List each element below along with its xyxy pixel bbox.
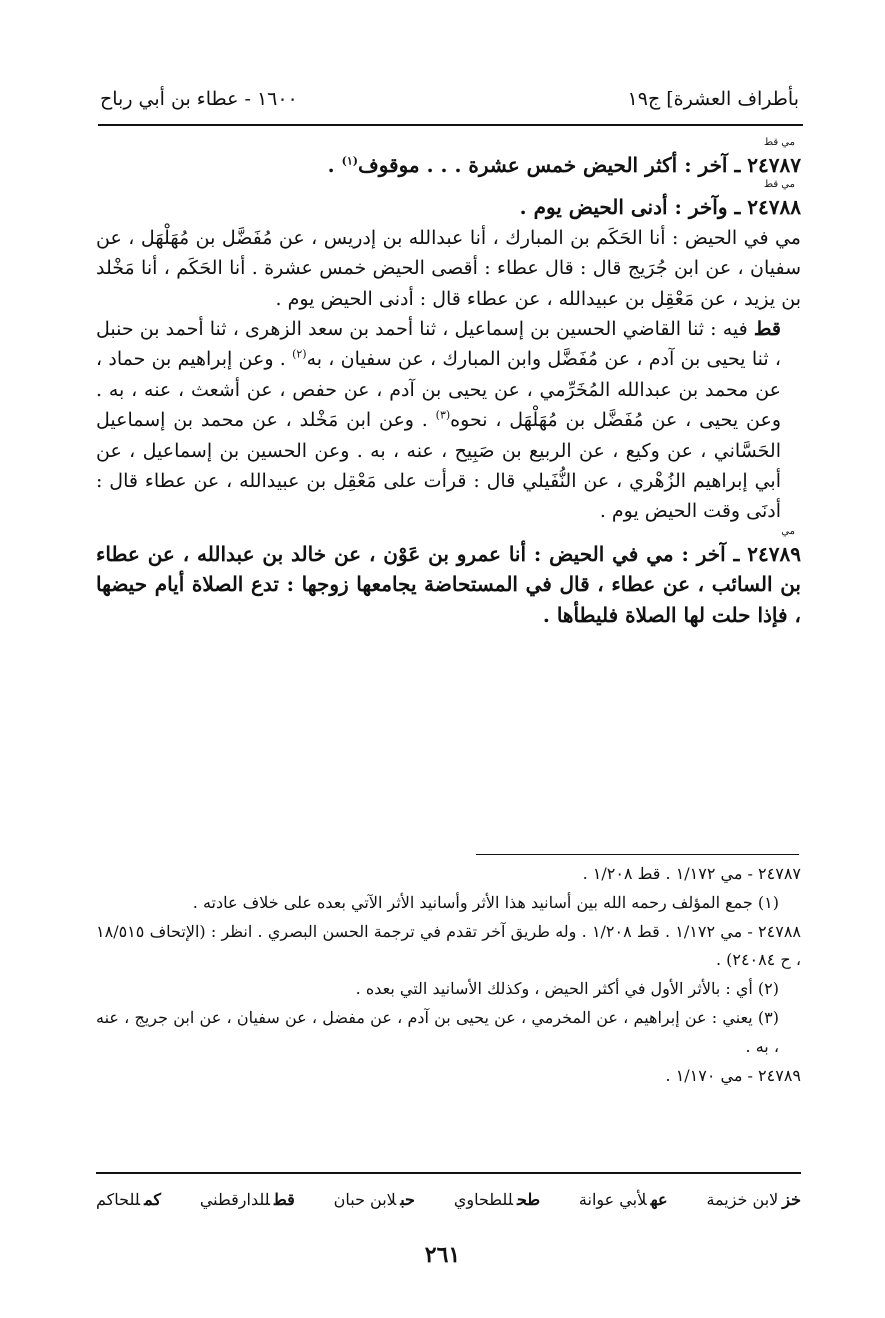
source-codes: مي قط	[763, 137, 795, 148]
footnote-ref: (٢)	[292, 348, 307, 362]
entry-heading: ٢٤٧٨٧ ـ آخر : أكثر الحيض خمس عشرة . . . موقوف	[357, 153, 801, 177]
paragraph-darimi: مي في الحيض : أنا الحَكَم بن المبارك ، أنا عبدالله بن إدريس ، عن مُفَضَّل بن مُهَلْهَل ، عن سفيان ، عن ابن جُرَيج قال : قال عطاء : أقصى الحيض خمس عشرة . أنا الحَكَم ، أنا مَخْلد بن يزيد ، عن مَعْقِل بن عبيدالله ، عن عطاء قال : أدنى الحيض يوم .	[96, 226, 801, 310]
paragraph-daraqutni	[96, 314, 801, 527]
abbrev-key: قط	[273, 1189, 295, 1209]
source-lead: قط	[753, 318, 781, 341]
abbrev-key: عه	[650, 1189, 668, 1209]
paragraph-text: فيه : ثنا القاضي الحسين بن إسماعيل ، ثنا أحمد بن سعد الزهرى ، ثنا أحمد بن حنبل ، ثنا يحيى بن آدم ، عن مُفَضَّل وابن المبارك ، عن سفيان ، به	[96, 318, 782, 371]
source-codes: مي قط	[763, 179, 795, 191]
abbrev-label: للدارقطني	[199, 1189, 270, 1209]
header-rule	[98, 124, 803, 126]
abbrev-label: للطحاوي	[453, 1189, 513, 1209]
footnotes	[96, 860, 801, 1090]
paragraph-text: . وعن ابن مَخْلد ، عن محمد بن إسماعيل الحَسَّاني ، عن وكيع ، عن الربيع بن صَبِيح ، عنه ، به . وعن الحسين بن إسماعيل ، عن أبي إبراهيم الزُهْري ، عن النُّفَيلي قال : قرأت على مَعْقِل بن عبيدالله ، عن عطاء قال : أدنَى وقت الحيض يوم .	[96, 409, 781, 523]
header-book-title: بأطراف العشرة] ج١٩	[627, 88, 799, 110]
page-number: ٢٦١	[424, 1242, 461, 1268]
abbrev-label: للحاكم	[96, 1189, 141, 1209]
abbrev-item	[200, 1190, 295, 1209]
footnote-ref: (١)	[341, 154, 358, 168]
abbrev-item	[334, 1190, 415, 1209]
running-header	[100, 82, 799, 116]
entry-24789: ٢٤٧٨٩ ـ آخر : مي في الحيض : أنا عمرو بن عَوْن ، عن خالد بن عبدالله ، عن عطاء بن السائب ، عن عطاء ، قال في المستحاضة يجامعها زوجها : تدع الصلاة أيام حيضها ، فإذا حلت لها الصلاة فليطأها .	[96, 541, 801, 627]
note-item: ٢٤٧٨٩ - مي ١/١٧٠ .	[665, 1065, 801, 1085]
entry-24787	[96, 150, 801, 180]
main-text	[96, 138, 801, 630]
entry-end: .	[327, 153, 342, 177]
abbrev-label: لأبي عوانة	[578, 1189, 647, 1209]
note-item: ٢٤٧٨٨ - مي ١/١٧٢ . قط ١/٢٠٨ . وله طريق آخر تقدم في ترجمة الحسن البصري . انظر : (الإتحاف ١٨/٥١٥ ، ح ٢٤٠٨٤) .	[96, 921, 802, 970]
abbrev-key: طح	[516, 1189, 541, 1209]
footer-rule	[96, 1172, 801, 1174]
abbrev-label: لابن حبان	[333, 1189, 397, 1209]
abbrev-item	[706, 1190, 801, 1209]
footnote-ref: (٣)	[435, 408, 451, 422]
abbrev-item	[96, 1190, 161, 1209]
abbrev-item	[454, 1190, 540, 1209]
note-item: (٣) يعني : عن إبراهيم ، عن المخرمي ، عن يحيى بن آدم ، عن مفضل ، عن سفيان ، عن ابن جريج ، عنه ، به .	[96, 1007, 779, 1056]
note-item: (٢) أي : بالأثر الأول في أكثر الحيض ، وكذلك الأسانيد التي بعده .	[355, 979, 779, 999]
abbrev-key: خز	[782, 1189, 801, 1209]
paragraph-text: . وعن إبراهيم بن حماد ، عن محمد بن عبدالله المُخَرِّمي ، عن يحيى بن آدم ، عن حفص ، عن أشعث ، عنه ، به . وعن يحيى ، عن مُفَضَّل بن مُهَلْهَل ، نحوه	[96, 348, 781, 432]
abbrev-key: كم	[144, 1189, 161, 1209]
note-item: (١) جمع المؤلف رحمه الله بين أسانيد هذا الأثر وأسانيد الأثر الآتي بعده على خلاف عادته .	[192, 892, 779, 912]
abbrev-key: حب	[400, 1189, 415, 1209]
abbrev-label: لابن خزيمة	[706, 1189, 779, 1209]
footnote-rule	[476, 854, 799, 855]
source-codes: مي	[781, 525, 795, 537]
abbrev-item	[579, 1190, 668, 1209]
header-section-title: ١٦٠٠ - عطاء بن أبي رباح	[100, 88, 298, 110]
entry-24788: ٢٤٧٨٨ ـ وآخر : أدنى الحيض يوم .	[519, 195, 801, 220]
abbreviation-legend	[96, 1184, 801, 1214]
note-item: ٢٤٧٨٧ - مي ١/١٧٢ . قط ١/٢٠٨ .	[582, 864, 801, 883]
